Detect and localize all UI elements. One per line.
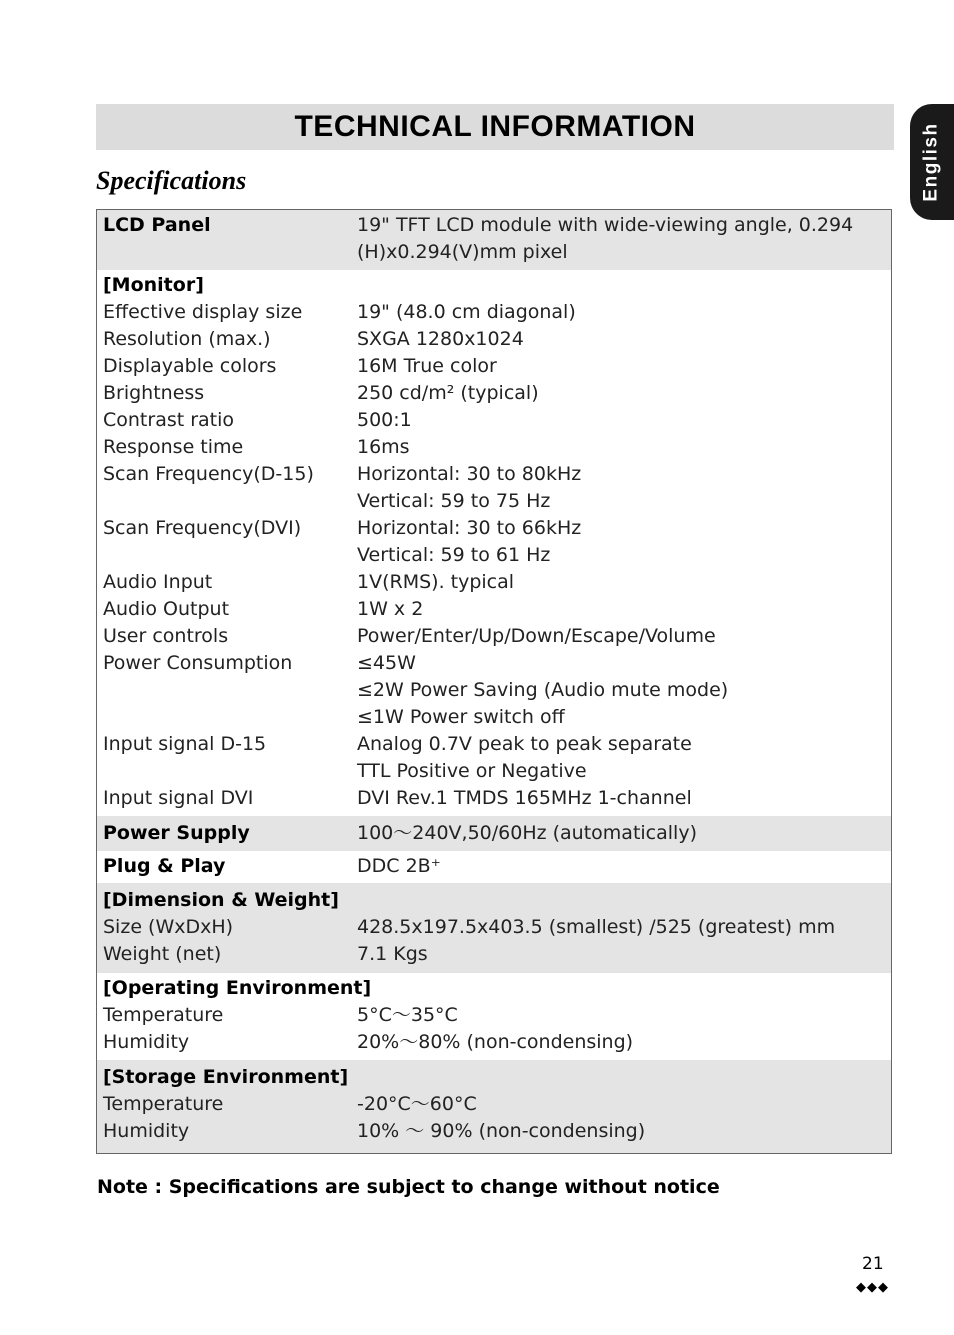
spec-row — [97, 1064, 891, 1091]
spec-row — [97, 623, 891, 650]
spec-row — [97, 1002, 891, 1029]
note: Note : Specifications are subject to change without notice — [97, 1176, 720, 1198]
spec-row — [97, 975, 891, 1002]
spec-label: Power Consumption — [103, 652, 293, 674]
title-bar — [96, 104, 894, 150]
spec-value: 19" (48.0 cm diagonal) — [357, 301, 576, 323]
spec-row — [97, 380, 891, 407]
spec-label: Size (WxDxH) — [103, 916, 234, 938]
spec-section — [97, 1060, 891, 1153]
spec-label: Input signal DVI — [103, 787, 254, 809]
spec-row — [97, 299, 891, 326]
spec-label: Contrast ratio — [103, 409, 235, 431]
spec-value: Power/Enter/Up/Down/Escape/Volume — [357, 625, 716, 647]
spec-label: [Storage Environment] — [103, 1066, 349, 1088]
spec-value: 250 cd/m² (typical) — [357, 382, 539, 404]
spec-label: Brightness — [103, 382, 205, 404]
spec-value: 1W x 2 — [357, 598, 424, 620]
spec-row — [97, 569, 891, 596]
spec-label: Displayable colors — [103, 355, 277, 377]
spec-row — [97, 515, 891, 542]
page-number: 21 — [862, 1254, 884, 1274]
section-subtitle: Specifications — [96, 166, 247, 195]
spec-label: Plug & Play — [103, 855, 226, 877]
spec-value: Vertical: 59 to 75 Hz — [357, 490, 551, 512]
spec-section — [97, 883, 891, 973]
spec-value: Vertical: 59 to 61 Hz — [357, 544, 551, 566]
spec-value: Horizontal: 30 to 66kHz — [357, 517, 582, 539]
spec-label: Response time — [103, 436, 244, 458]
spec-label: [Operating Environment] — [103, 977, 372, 999]
spec-row — [97, 731, 891, 758]
spec-row — [97, 596, 891, 623]
spec-label: Temperature — [103, 1093, 224, 1115]
spec-value: 16M True color — [357, 355, 497, 377]
spec-row — [97, 914, 891, 941]
spec-row — [97, 272, 891, 299]
spec-value: TTL Positive or Negative — [357, 760, 587, 782]
spec-row — [97, 542, 891, 569]
spec-value: 19" TFT LCD module with wide-viewing angle, 0.294 — [357, 214, 854, 236]
spec-label: Audio Output — [103, 598, 230, 620]
spec-row — [97, 853, 891, 880]
spec-row — [97, 941, 891, 968]
language-tab — [910, 104, 954, 220]
spec-value: (H)x0.294(V)mm pixel — [357, 241, 568, 263]
spec-row — [97, 326, 891, 353]
spec-row — [97, 785, 891, 812]
spec-label: Resolution (max.) — [103, 328, 271, 350]
spec-value: DDC 2B⁺ — [357, 855, 441, 877]
spec-value: SXGA 1280x1024 — [357, 328, 524, 350]
spec-row — [97, 650, 891, 677]
spec-value: 20%～80% (non-condensing) — [357, 1031, 634, 1053]
spec-section — [97, 270, 891, 816]
spec-label: User controls — [103, 625, 229, 647]
spec-row — [97, 212, 891, 239]
spec-row — [97, 887, 891, 914]
footer-mark: ◆◆◆ — [856, 1280, 889, 1295]
spec-label: Input signal D-15 — [103, 733, 267, 755]
spec-label: Power Supply — [103, 822, 250, 844]
spec-label: Humidity — [103, 1120, 190, 1142]
spec-row — [97, 407, 891, 434]
spec-row — [97, 239, 891, 266]
spec-value: 100～240V,50/60Hz (automatically) — [357, 822, 697, 844]
spec-section — [97, 851, 891, 883]
spec-value: 428.5x197.5x403.5 (smallest) /525 (greatest) mm — [357, 916, 836, 938]
spec-section — [97, 816, 891, 851]
spec-row — [97, 1091, 891, 1118]
spec-value: 10% ～ 90% (non-condensing) — [357, 1120, 646, 1142]
spec-value: 5°C～35°C — [357, 1004, 458, 1026]
language-tab-label: English — [921, 122, 942, 202]
spec-label: Humidity — [103, 1031, 190, 1053]
spec-row — [97, 820, 891, 847]
spec-value: -20°C～60°C — [357, 1093, 477, 1115]
spec-label: Temperature — [103, 1004, 224, 1026]
spec-value: 500:1 — [357, 409, 412, 431]
spec-row — [97, 488, 891, 515]
spec-label: Effective display size — [103, 301, 303, 323]
spec-value: Analog 0.7V peak to peak separate — [357, 733, 692, 755]
spec-section — [97, 973, 891, 1060]
page-title: TECHNICAL INFORMATION — [294, 110, 696, 143]
spec-label: Scan Frequency(D-15) — [103, 463, 314, 485]
spec-table — [96, 209, 892, 1154]
spec-row — [97, 704, 891, 731]
spec-row — [97, 434, 891, 461]
spec-label: Audio Input — [103, 571, 213, 593]
spec-value: DVI Rev.1 TMDS 165MHz 1-channel — [357, 787, 692, 809]
spec-value: 16ms — [357, 436, 410, 458]
spec-value: ≤2W Power Saving (Audio mute mode) — [357, 679, 729, 701]
spec-value: 7.1 Kgs — [357, 943, 428, 965]
spec-value: ≤45W — [357, 652, 416, 674]
spec-value: 1V(RMS). typical — [357, 571, 515, 593]
spec-row — [97, 461, 891, 488]
spec-row — [97, 758, 891, 785]
spec-label: LCD Panel — [103, 214, 211, 236]
spec-row — [97, 1029, 891, 1056]
spec-value: Horizontal: 30 to 80kHz — [357, 463, 582, 485]
spec-value: ≤1W Power switch off — [357, 706, 565, 728]
spec-label: [Monitor] — [103, 274, 204, 296]
spec-row — [97, 353, 891, 380]
spec-row — [97, 677, 891, 704]
spec-label: Scan Frequency(DVI) — [103, 517, 302, 539]
spec-section — [97, 210, 891, 270]
spec-label: [Dimension & Weight] — [103, 889, 339, 911]
spec-label: Weight (net) — [103, 943, 222, 965]
spec-row — [97, 1118, 891, 1145]
